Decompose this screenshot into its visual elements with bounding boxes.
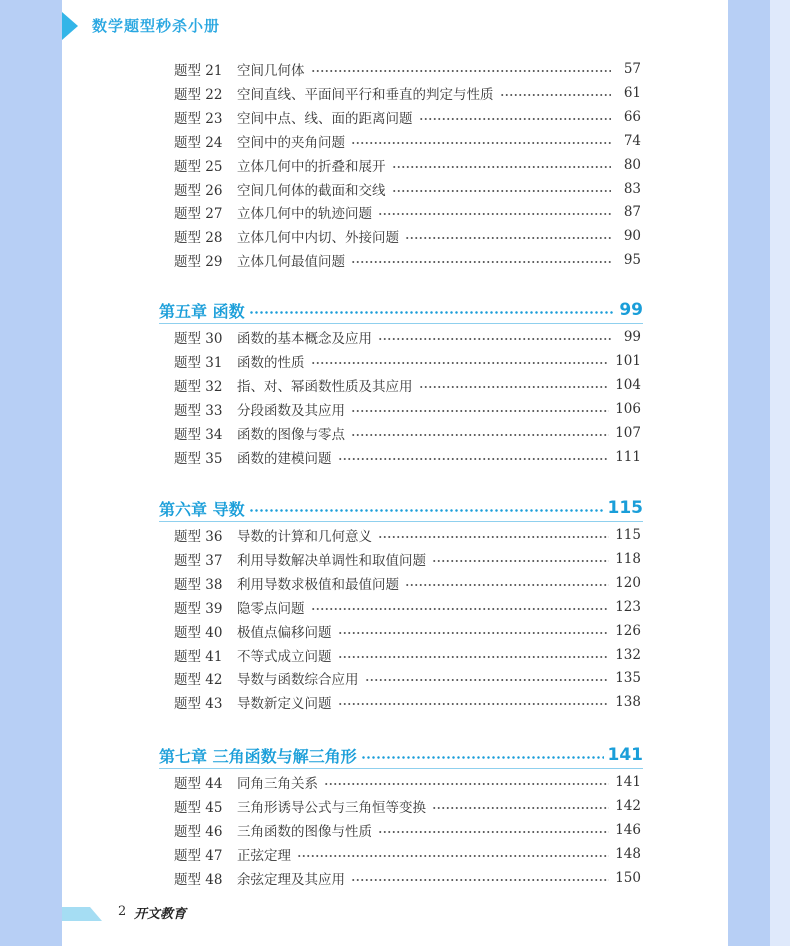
entry-title: 极值点偏移问题 bbox=[237, 624, 332, 641]
dot-leader bbox=[361, 756, 604, 759]
toc-entry[interactable] bbox=[174, 325, 641, 349]
toc-entry[interactable] bbox=[174, 129, 641, 153]
dot-leader bbox=[419, 118, 612, 120]
dot-leader bbox=[378, 213, 611, 215]
entry-page-number: 115 bbox=[615, 527, 641, 543]
entry-number: 题型 40 bbox=[174, 624, 223, 641]
entry-title: 三角函数的图像与性质 bbox=[237, 823, 372, 840]
entry-number: 题型 42 bbox=[174, 672, 223, 689]
entry-number: 题型 28 bbox=[174, 230, 223, 247]
dot-leader bbox=[249, 509, 604, 512]
entry-page-number: 135 bbox=[615, 670, 641, 687]
entry-title: 空间几何体 bbox=[237, 63, 305, 79]
toc-page bbox=[62, 0, 728, 946]
toc-entry[interactable] bbox=[174, 690, 641, 714]
publisher-logo: 开文教育 bbox=[134, 907, 187, 922]
dot-leader bbox=[392, 190, 612, 192]
entry-page-number: 66 bbox=[623, 108, 641, 125]
dot-leader bbox=[419, 386, 610, 388]
dot-leader bbox=[338, 458, 610, 460]
footer-stripe bbox=[62, 907, 102, 921]
entry-title: 函数的建模问题 bbox=[237, 450, 332, 467]
entry-page-number: 118 bbox=[615, 550, 641, 567]
chapter-page-number: 141 bbox=[607, 745, 643, 765]
entry-page-number: 141 bbox=[615, 774, 641, 790]
entry-title: 函数的图像与零点 bbox=[237, 426, 345, 443]
entry-page-number: 142 bbox=[615, 797, 641, 814]
dot-leader bbox=[351, 879, 609, 881]
entry-title: 空间中点、线、面的距离问题 bbox=[237, 110, 413, 127]
chapter-page-number: 99 bbox=[619, 300, 643, 320]
toc-entry[interactable] bbox=[174, 153, 641, 177]
toc-entry[interactable] bbox=[174, 373, 641, 397]
entry-number: 题型 46 bbox=[174, 823, 223, 840]
entry-page-number: 126 bbox=[615, 622, 641, 639]
chapter-title: 第五章 函数 bbox=[159, 301, 245, 321]
dot-leader bbox=[432, 807, 609, 809]
entry-page-number: 120 bbox=[615, 574, 641, 591]
entry-title: 空间几何体的截面和交线 bbox=[237, 182, 386, 199]
entry-title: 立体几何中的折叠和展开 bbox=[237, 158, 386, 175]
entry-title: 余弦定理及其应用 bbox=[237, 871, 345, 888]
toc-entry[interactable] bbox=[174, 595, 641, 619]
dot-leader bbox=[365, 679, 610, 681]
entry-number: 题型 39 bbox=[174, 600, 223, 617]
dot-leader bbox=[405, 237, 611, 239]
dot-leader bbox=[338, 703, 610, 705]
toc-entry[interactable] bbox=[174, 866, 641, 890]
entry-page-number: 90 bbox=[623, 228, 641, 245]
page-number: 2 bbox=[118, 904, 127, 919]
entry-page-number: 150 bbox=[615, 869, 641, 886]
dot-leader bbox=[378, 831, 609, 833]
chapter-heading[interactable] bbox=[159, 296, 643, 324]
entry-number: 题型 29 bbox=[174, 254, 223, 271]
chapter-title: 第六章 导数 bbox=[159, 499, 245, 519]
toc-entry[interactable] bbox=[174, 571, 641, 595]
entry-page-number: 132 bbox=[615, 646, 641, 663]
entry-title: 分段函数及其应用 bbox=[237, 402, 345, 419]
entry-number: 题型 25 bbox=[174, 158, 223, 175]
toc-entry[interactable] bbox=[174, 523, 641, 547]
chapter-page-number: 115 bbox=[607, 498, 643, 518]
entry-page-number: 101 bbox=[615, 352, 641, 369]
toc-entry[interactable] bbox=[174, 794, 641, 818]
dot-leader bbox=[311, 608, 610, 610]
entry-title: 导数与函数综合应用 bbox=[237, 672, 359, 689]
entry-number: 题型 44 bbox=[174, 776, 223, 792]
toc-entry[interactable] bbox=[174, 57, 641, 81]
toc-entry[interactable] bbox=[174, 619, 641, 643]
entry-number: 题型 32 bbox=[174, 378, 223, 395]
book-title: 数学题型秒杀小册 bbox=[92, 17, 221, 35]
entry-page-number: 83 bbox=[623, 180, 641, 197]
entry-number: 题型 30 bbox=[174, 331, 223, 347]
dot-leader bbox=[500, 94, 612, 96]
entry-number: 题型 24 bbox=[174, 134, 223, 151]
entry-number: 题型 21 bbox=[174, 63, 223, 79]
toc-entry[interactable] bbox=[174, 224, 641, 248]
entry-number: 题型 38 bbox=[174, 576, 223, 593]
toc-entry[interactable] bbox=[174, 200, 641, 224]
entry-number: 题型 27 bbox=[174, 206, 223, 223]
dot-leader bbox=[351, 410, 609, 412]
entry-title: 导数的计算和几何意义 bbox=[237, 529, 372, 545]
dot-leader bbox=[392, 166, 612, 168]
toc-entry[interactable] bbox=[174, 397, 641, 421]
entry-page-number: 106 bbox=[615, 400, 641, 417]
entry-number: 题型 43 bbox=[174, 696, 223, 713]
chapter-heading[interactable] bbox=[159, 494, 643, 522]
toc-entry[interactable] bbox=[174, 177, 641, 201]
entry-title: 三角形诱导公式与三角恒等变换 bbox=[237, 799, 426, 816]
entry-title: 利用导数求极值和最值问题 bbox=[237, 576, 399, 593]
entry-title: 立体几何中的轨迹问题 bbox=[237, 206, 372, 223]
dot-leader bbox=[338, 656, 610, 658]
entry-title: 利用导数解决单调性和取值问题 bbox=[237, 552, 426, 569]
entry-title: 空间直线、平面间平行和垂直的判定与性质 bbox=[237, 86, 494, 103]
dot-leader bbox=[311, 70, 612, 72]
entry-number: 题型 48 bbox=[174, 871, 223, 888]
dot-leader bbox=[351, 142, 611, 144]
toc-entry[interactable] bbox=[174, 818, 641, 842]
entry-title: 指、对、幂函数性质及其应用 bbox=[237, 378, 413, 395]
entry-page-number: 123 bbox=[615, 598, 641, 615]
dot-leader bbox=[249, 311, 616, 314]
entry-title: 隐零点问题 bbox=[237, 600, 305, 617]
entry-page-number: 61 bbox=[623, 84, 641, 101]
entry-page-number: 111 bbox=[615, 448, 641, 465]
entry-number: 题型 36 bbox=[174, 529, 223, 545]
chapter-underline bbox=[159, 323, 643, 324]
dot-leader bbox=[351, 261, 611, 263]
entry-title: 正弦定理 bbox=[237, 847, 291, 864]
entry-number: 题型 26 bbox=[174, 182, 223, 199]
entry-page-number: 57 bbox=[623, 61, 641, 77]
entry-title: 不等式成立问题 bbox=[237, 648, 332, 665]
dot-leader bbox=[432, 560, 609, 562]
chapter-underline bbox=[159, 768, 643, 769]
toc-entry[interactable] bbox=[174, 421, 641, 445]
toc-entry[interactable] bbox=[174, 643, 641, 667]
header-arrow-icon bbox=[62, 12, 78, 40]
dot-leader bbox=[324, 783, 609, 785]
entry-title: 导数新定义问题 bbox=[237, 696, 332, 713]
entry-number: 题型 31 bbox=[174, 354, 223, 371]
entry-title: 同角三角关系 bbox=[237, 776, 318, 792]
entry-page-number: 107 bbox=[615, 424, 641, 441]
toc-entry[interactable] bbox=[174, 445, 641, 469]
entry-title: 函数的性质 bbox=[237, 354, 305, 371]
chapter-title: 第七章 三角函数与解三角形 bbox=[159, 746, 357, 766]
entry-number: 题型 23 bbox=[174, 110, 223, 127]
entry-page-number: 148 bbox=[615, 845, 641, 862]
entry-page-number: 74 bbox=[623, 132, 641, 149]
entry-number: 题型 45 bbox=[174, 799, 223, 816]
entry-page-number: 95 bbox=[623, 252, 641, 269]
dot-leader bbox=[311, 362, 610, 364]
entry-page-number: 80 bbox=[623, 156, 641, 173]
toc-entry[interactable] bbox=[174, 842, 641, 866]
entry-page-number: 138 bbox=[615, 694, 641, 711]
chapter-underline bbox=[159, 521, 643, 522]
dot-leader bbox=[338, 632, 610, 634]
toc-entry[interactable] bbox=[174, 81, 641, 105]
dot-leader bbox=[378, 338, 611, 340]
entry-title: 立体几何中内切、外接问题 bbox=[237, 230, 399, 247]
dot-leader bbox=[351, 434, 609, 436]
entry-page-number: 104 bbox=[615, 376, 641, 393]
right-margin-band bbox=[728, 0, 790, 946]
dot-leader bbox=[297, 855, 609, 857]
chapter-heading[interactable] bbox=[159, 741, 643, 769]
toc-entry[interactable] bbox=[174, 248, 641, 272]
toc-entry[interactable] bbox=[174, 105, 641, 129]
entry-title: 函数的基本概念及应用 bbox=[237, 331, 372, 347]
entry-page-number: 146 bbox=[615, 821, 641, 838]
toc-entry[interactable] bbox=[174, 547, 641, 571]
entry-number: 题型 22 bbox=[174, 86, 223, 103]
toc-entry[interactable] bbox=[174, 770, 641, 794]
toc-entry[interactable] bbox=[174, 349, 641, 373]
entry-number: 题型 33 bbox=[174, 402, 223, 419]
entry-title: 空间中的夹角问题 bbox=[237, 134, 345, 151]
entry-page-number: 87 bbox=[623, 204, 641, 221]
dot-leader bbox=[405, 584, 609, 586]
entry-number: 题型 41 bbox=[174, 648, 223, 665]
entry-number: 题型 37 bbox=[174, 552, 223, 569]
entry-number: 题型 35 bbox=[174, 450, 223, 467]
entry-title: 立体几何最值问题 bbox=[237, 254, 345, 271]
toc-entry[interactable] bbox=[174, 666, 641, 690]
entry-number: 题型 47 bbox=[174, 847, 223, 864]
entry-number: 题型 34 bbox=[174, 426, 223, 443]
entry-page-number: 99 bbox=[623, 329, 641, 345]
dot-leader bbox=[378, 536, 609, 538]
left-margin-band bbox=[0, 0, 62, 946]
